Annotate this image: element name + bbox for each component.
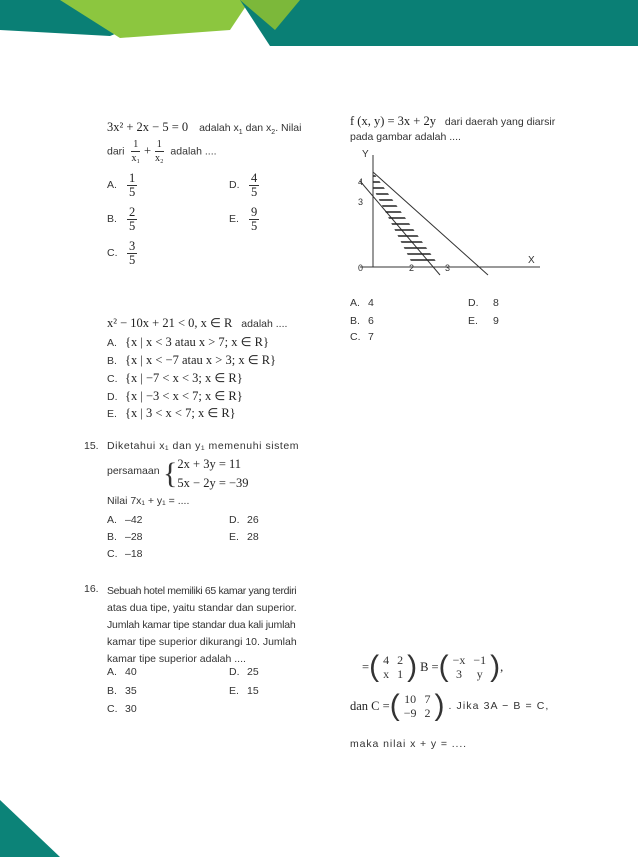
x-tick-label: 3 (445, 263, 451, 273)
q16-line: kamar tipe superior dikurangi 10. Jumlah (107, 636, 297, 648)
system-equation-1: 2x + 3y = 11 (177, 457, 242, 471)
option-text: 9 (493, 315, 499, 327)
quadratic-equation: 3x² + 2x − 5 = 0 (107, 120, 189, 134)
matrix-cell: y (476, 667, 483, 681)
option-den: 5 (129, 219, 136, 233)
option-text: {x | x < −7 atau x > 3; x ∈ R} (125, 353, 277, 367)
matrix-B: ( −x −1 3 y ) (438, 650, 501, 683)
matrix-A: ( 4 2 x 1 ) (369, 650, 418, 683)
persamaan-label: persamaan (107, 465, 160, 477)
matrix-C-label: dan C = (350, 698, 390, 713)
option-B[interactable] (107, 685, 137, 697)
option-D[interactable] (229, 666, 259, 678)
sub-1: 1 (238, 129, 243, 137)
option-text: {x | −3 < x < 7; x ∈ R} (125, 389, 243, 403)
question-inequality (107, 315, 287, 331)
matrix-cell: 2 (424, 706, 431, 720)
question-15-text: Diketahui x₁ dan y₁ memenuhi sistem (107, 440, 300, 452)
shaded-region (373, 176, 450, 260)
matrix-cell: −x (452, 653, 466, 667)
option-letter: B. (107, 355, 117, 367)
matrix-cell: 1 (397, 667, 404, 681)
option-D[interactable] (468, 297, 499, 309)
option-E[interactable] (229, 531, 259, 543)
y-tick-label: 4 (358, 177, 364, 187)
option-letter: E. (229, 531, 239, 543)
option-text: –42 (125, 514, 143, 526)
option-A[interactable] (107, 514, 143, 526)
option-B[interactable] (107, 206, 139, 233)
header-banner (0, 0, 638, 52)
matrix-cell: 10 (404, 692, 417, 706)
roots-text-2: dan x (242, 122, 272, 134)
option-letter: A. (107, 179, 117, 192)
adalah-label: adalah .... (170, 145, 217, 158)
option-letter: E. (229, 213, 239, 226)
matrix-cell: 4 (383, 653, 390, 667)
matrix-cell: −1 (473, 653, 487, 667)
option-num: 1 (129, 171, 136, 185)
option-letter: E. (468, 315, 478, 327)
feasible-region-graph (340, 145, 550, 280)
option-den: 5 (129, 185, 136, 199)
option-C[interactable] (350, 331, 374, 343)
option-text: 25 (247, 666, 259, 678)
option-E[interactable] (107, 405, 236, 421)
comma: , (500, 659, 504, 674)
option-letter: B. (107, 685, 117, 697)
option-D[interactable] (107, 388, 243, 404)
option-C[interactable] (107, 703, 137, 715)
inequality-stem: x² − 10x + 21 < 0, x ∈ R (107, 316, 233, 330)
option-num: 4 (251, 171, 258, 185)
matrix-C: ( 10 7 −9 2 ) (389, 689, 445, 722)
option-letter: B. (107, 213, 117, 226)
matrix-B-label: B = (420, 659, 439, 674)
option-letter: A. (107, 514, 117, 526)
option-A[interactable] (107, 666, 137, 678)
corner-decoration (0, 800, 60, 857)
option-letter: C. (107, 703, 118, 715)
option-letter: D. (107, 391, 118, 403)
frac1-den: x₁ (131, 153, 140, 164)
option-den: 5 (251, 219, 258, 233)
option-letter: A. (107, 666, 117, 678)
maka-text: maka nilai x + y = .... (350, 738, 467, 750)
option-text: 26 (247, 514, 259, 526)
matrix-cell: 7 (424, 692, 431, 706)
option-text: 6 (368, 315, 374, 327)
matrix-equation-row (362, 652, 503, 682)
question-16-text (107, 583, 312, 668)
option-den: 5 (251, 185, 258, 199)
x-axis-label: X (528, 255, 535, 266)
roots-text: adalah x (199, 122, 239, 134)
option-letter: B. (350, 315, 360, 327)
matrix-cell: −9 (403, 706, 417, 720)
option-C[interactable] (107, 548, 143, 560)
option-B[interactable] (107, 352, 276, 368)
option-C[interactable] (107, 370, 243, 386)
option-num: 9 (251, 205, 258, 219)
left-brace: { (163, 457, 178, 490)
option-letter: D. (229, 666, 240, 678)
objective-function: f (x, y) = 3x + 2y (350, 114, 436, 128)
option-letter: A. (107, 337, 117, 349)
option-num: 2 (129, 205, 136, 219)
option-text: 40 (125, 666, 137, 678)
q16-line: Jumlah kamar tipe standar dua kali jumlah (107, 619, 296, 631)
option-letter: E. (229, 685, 239, 697)
matrix-cell: x (383, 667, 390, 681)
option-A[interactable] (107, 172, 139, 199)
question-roots (107, 120, 317, 136)
question-16-number: 16. (84, 583, 99, 595)
option-text: 4 (368, 297, 374, 309)
option-letter: C. (350, 331, 361, 343)
option-text: –18 (125, 548, 143, 560)
option-letter: C. (107, 247, 118, 260)
matrix-C-row (350, 691, 549, 721)
equation-system (163, 455, 249, 493)
q16-line: kamar tipe superior adalah .... (107, 653, 246, 665)
lp-text-1: dari daerah yang diarsir (444, 116, 556, 128)
option-A[interactable] (107, 334, 269, 350)
adalah-label: adalah .... (241, 318, 288, 330)
x-tick-label: 2 (409, 263, 415, 273)
option-text: 28 (247, 531, 259, 543)
option-text: 35 (125, 685, 137, 697)
frac2-den: x₂ (155, 153, 164, 164)
option-den: 5 (129, 253, 136, 267)
option-text: 30 (125, 703, 137, 715)
lp-text-2: pada gambar adalah .... (350, 131, 461, 143)
option-D[interactable] (229, 172, 261, 199)
option-A[interactable] (350, 297, 374, 309)
origin-label: 0 (358, 263, 364, 273)
frac1-num: 1 (133, 139, 139, 150)
q16-line: Sebuah hotel memiliki 65 kamar yang terdiri (107, 585, 297, 597)
plus-sign: + (143, 143, 151, 158)
option-letter: D. (468, 297, 479, 309)
question-lp (350, 114, 565, 129)
y-axis-label: Y (362, 149, 369, 160)
option-num: 3 (129, 239, 136, 253)
option-D[interactable] (229, 514, 259, 526)
question-15-ask: Nilai 7x₁ + y₁ = .... (107, 495, 190, 507)
q16-line: atas dua tipe, yaitu standar dan superior. (107, 602, 297, 614)
option-letter: B. (107, 531, 117, 543)
option-text: 7 (368, 331, 374, 343)
option-text: {x | x < 3 atau x > 7; x ∈ R} (125, 335, 269, 349)
constraint-line-2 (360, 181, 440, 275)
question-15-number: 15. (84, 440, 99, 452)
option-C[interactable] (107, 240, 139, 267)
option-text: {x | 3 < x < 7; x ∈ R} (125, 406, 236, 420)
equals-sign: = (362, 659, 370, 674)
matrix-cell: 2 (397, 653, 404, 667)
option-letter: E. (107, 408, 117, 420)
option-E[interactable] (229, 685, 259, 697)
dari-label: dari (107, 145, 125, 158)
option-letter: D. (229, 514, 240, 526)
sub-2: 2 (271, 129, 276, 137)
option-letter: C. (107, 548, 118, 560)
y-tick-label: 3 (358, 197, 364, 207)
option-text: {x | −7 < x < 3; x ∈ R} (125, 371, 243, 385)
option-text: –28 (125, 531, 143, 543)
option-B[interactable] (350, 315, 374, 327)
option-letter: D. (229, 179, 240, 192)
roots-text-3: . Nilai (275, 122, 302, 134)
system-equation-2: 5x − 2y = −39 (177, 476, 249, 490)
option-E[interactable] (468, 315, 499, 327)
option-text: 15 (247, 685, 259, 697)
option-E[interactable] (229, 206, 261, 233)
option-text: 8 (493, 297, 499, 309)
matrix-cell: 3 (455, 667, 462, 681)
option-letter: A. (350, 297, 360, 309)
option-B[interactable] (107, 531, 143, 543)
frac2-num: 1 (156, 139, 162, 150)
roots-expression (107, 138, 217, 165)
option-letter: C. (107, 373, 118, 385)
jika-text: . Jika 3A − B = C, (448, 700, 550, 712)
